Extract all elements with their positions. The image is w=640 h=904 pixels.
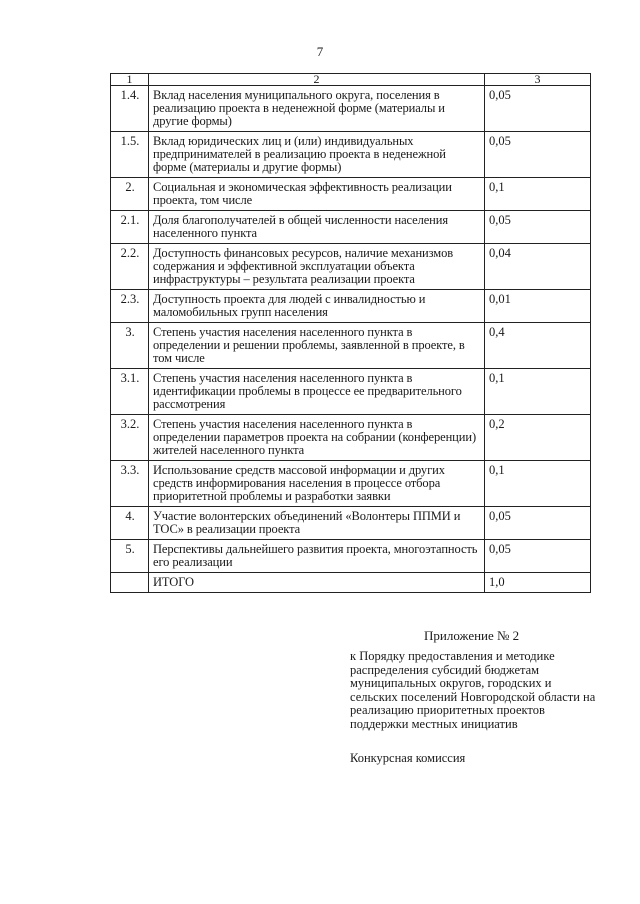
total-label: ИТОГО	[149, 573, 485, 593]
row-number: 1.5.	[111, 132, 149, 178]
appendix-title: Приложение № 2	[424, 628, 520, 643]
row-criterion: Вклад населения муниципального округа, поселения в реализацию проекта в неденежной форме (материалы и другие формы)	[149, 86, 485, 132]
row-weight: 0,05	[485, 211, 591, 244]
row-number: 2.	[111, 178, 149, 211]
column-header-number: 1	[111, 74, 149, 86]
table-row	[111, 369, 591, 415]
row-criterion: Доступность проекта для людей с инвалидностью и маломобильных групп населения	[149, 290, 485, 323]
row-criterion: Доля благополучателей в общей численности населения населенного пункта	[149, 211, 485, 244]
criteria-table	[110, 73, 591, 593]
table-row	[111, 507, 591, 540]
row-criterion: Вклад юридических лиц и (или) индивидуальных предпринимателей в реализацию проекта в неденежной форме (материалы и другие формы)	[149, 132, 485, 178]
row-criterion: Использование средств массовой информации и других средств информирования населения в процессе отбора приоритетной проблемы и разработки заявки	[149, 461, 485, 507]
column-header-criterion: 2	[149, 74, 485, 86]
row-number: 3.3.	[111, 461, 149, 507]
appendix-body: к Порядку предоставления и методике распределения субсидий бюджетам муниципальных округов, городских и сельских поселений Новгородской области на реализацию приоритетных проектов поддержки местных инициатив	[350, 649, 596, 731]
row-number: 3.	[111, 323, 149, 369]
row-number: 2.1.	[111, 211, 149, 244]
row-criterion: Степень участия населения населенного пункта в определении параметров проекта на собрании (конференции) жителей населенного пункта	[149, 415, 485, 461]
row-weight: 0,1	[485, 369, 591, 415]
table-header-row	[111, 74, 591, 86]
table-row	[111, 178, 591, 211]
table-row	[111, 290, 591, 323]
column-header-weight: 3	[485, 74, 591, 86]
table-row	[111, 461, 591, 507]
row-weight: 0,1	[485, 461, 591, 507]
commission-heading: Конкурсная комиссия	[350, 751, 466, 765]
row-number: 5.	[111, 540, 149, 573]
row-number: 2.3.	[111, 290, 149, 323]
table-row	[111, 244, 591, 290]
row-number: 4.	[111, 507, 149, 540]
row-criterion: Доступность финансовых ресурсов, наличие механизмов содержания и эффективной эксплуатации объекта инфраструктуры – результата реализации проекта	[149, 244, 485, 290]
table-row	[111, 415, 591, 461]
row-criterion: Участие волонтерских объединений «Волонтеры ППМИ и ТОС» в реализации проекта	[149, 507, 485, 540]
row-number: 3.1.	[111, 369, 149, 415]
table-row	[111, 540, 591, 573]
row-criterion: Степень участия населения населенного пункта в идентификации проблемы в процессе ее предварительного рассмотрения	[149, 369, 485, 415]
row-criterion: Социальная и экономическая эффективность реализации проекта, том числе	[149, 178, 485, 211]
total-value: 1,0	[485, 573, 591, 593]
row-weight: 0,05	[485, 132, 591, 178]
row-criterion: Перспективы дальнейшего развития проекта, многоэтапность его реализации	[149, 540, 485, 573]
row-weight: 0,2	[485, 415, 591, 461]
row-number: 2.2.	[111, 244, 149, 290]
table-row	[111, 211, 591, 244]
table-row	[111, 132, 591, 178]
table-row	[111, 86, 591, 132]
row-criterion: Степень участия населения населенного пункта в определении и решении проблемы, заявленной в проекте, в том числе	[149, 323, 485, 369]
row-number: 3.2.	[111, 415, 149, 461]
row-weight: 0,1	[485, 178, 591, 211]
row-weight: 0,04	[485, 244, 591, 290]
row-number	[111, 573, 149, 593]
row-weight: 0,05	[485, 507, 591, 540]
row-weight: 0,05	[485, 540, 591, 573]
row-weight: 0,05	[485, 86, 591, 132]
table-row	[111, 323, 591, 369]
table-total-row	[111, 573, 591, 593]
page-number: 7	[316, 44, 324, 59]
row-weight: 0,4	[485, 323, 591, 369]
row-number: 1.4.	[111, 86, 149, 132]
row-weight: 0,01	[485, 290, 591, 323]
